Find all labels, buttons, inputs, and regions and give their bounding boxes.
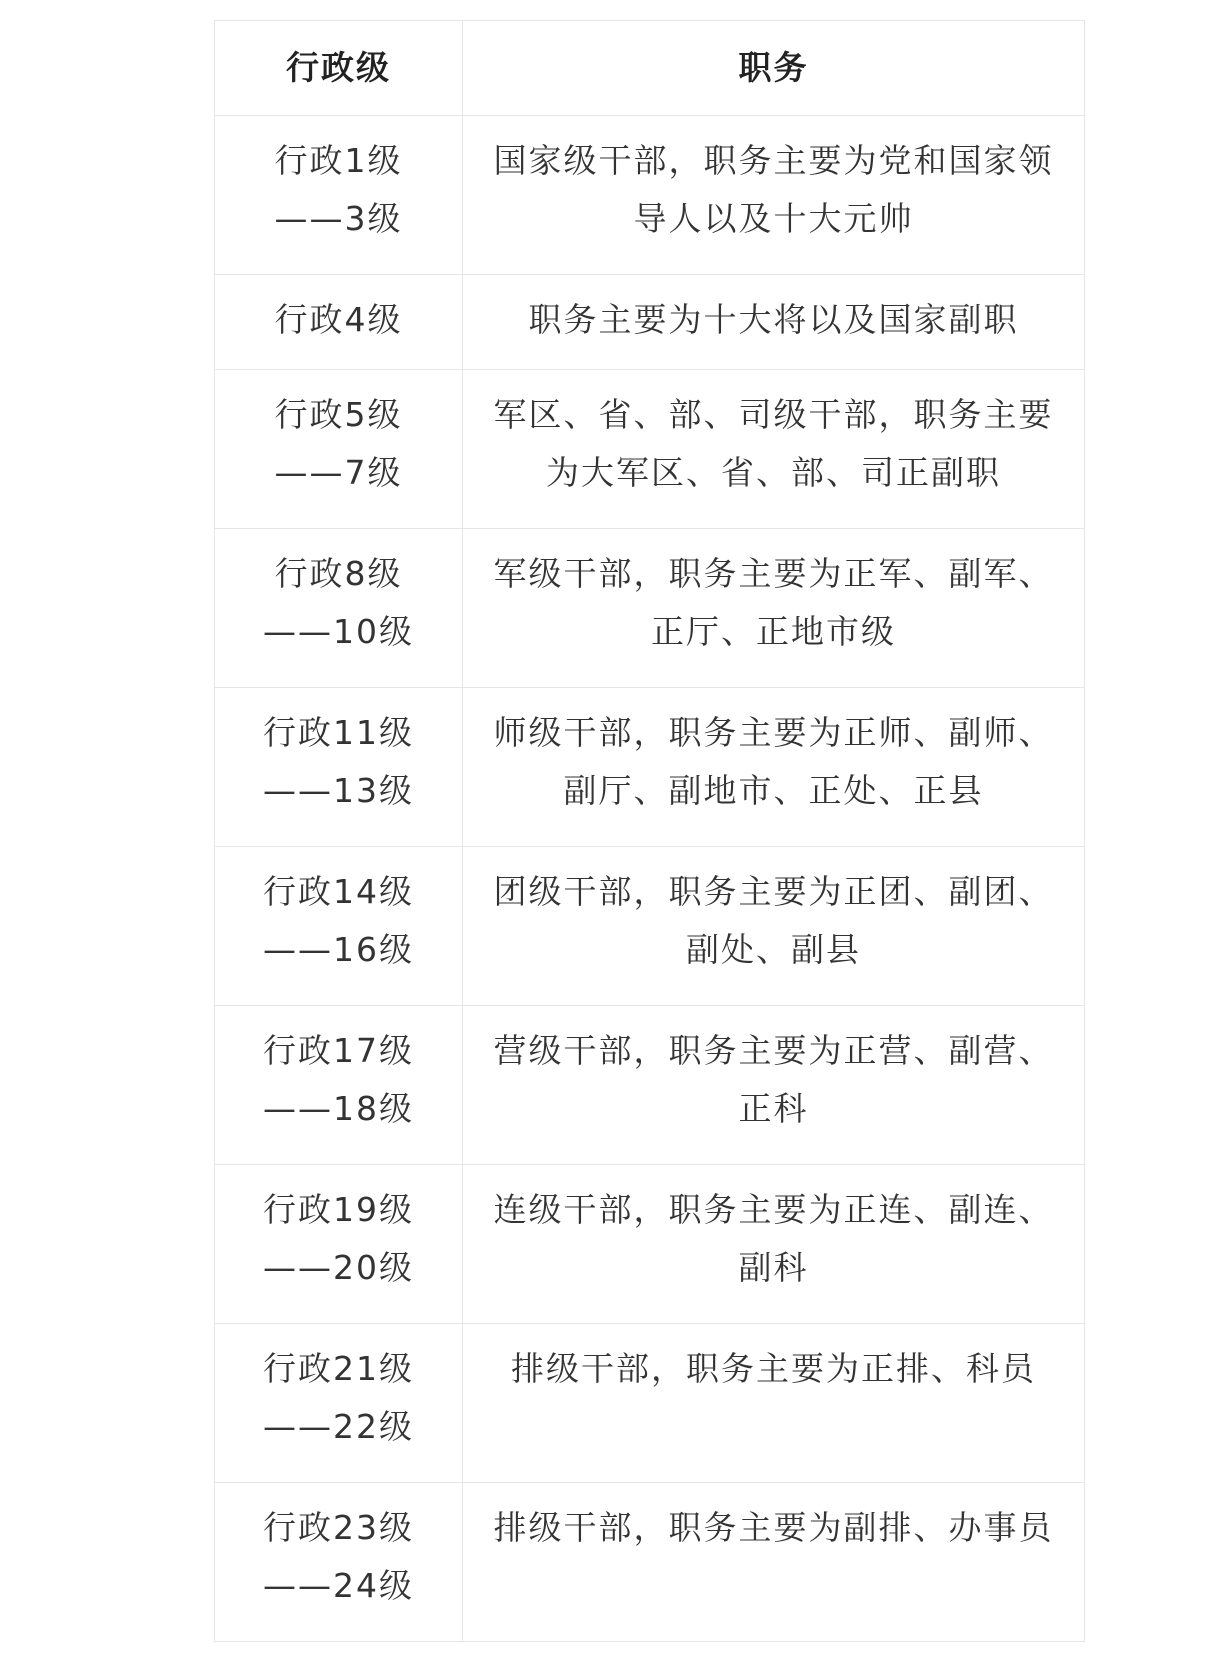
rank-table [214,20,1085,1642]
level-cell [215,1483,463,1642]
level-line: ——24级 [263,1566,414,1605]
level-line: ——10级 [263,612,414,651]
duty-cell: 排级干部，职务主要为正排、科员 [463,1324,1085,1483]
duty-cell: 国家级干部，职务主要为党和国家领导人以及十大元帅 [463,116,1085,275]
level-line: ——20级 [263,1248,414,1287]
duty-cell: 排级干部，职务主要为副排、办事员 [463,1483,1085,1642]
duty-cell: 营级干部，职务主要为正营、副营、正科 [463,1006,1085,1165]
table-row [215,1483,1085,1642]
level-line: 行政21级 [263,1349,414,1388]
level-cell [215,847,463,1006]
level-line: 行政11级 [263,713,414,752]
table-row [215,1324,1085,1483]
level-cell [215,529,463,688]
header-duty: 职务 [463,21,1085,116]
level-cell [215,370,463,529]
level-cell [215,116,463,275]
level-line: 行政23级 [263,1508,414,1547]
table-row [215,370,1085,529]
duty-cell: 师级干部，职务主要为正师、副师、副厅、副地市、正处、正县 [463,688,1085,847]
table-row [215,1165,1085,1324]
table-row [215,529,1085,688]
level-line: 行政17级 [263,1031,414,1070]
level-line: 行政5级 [274,395,403,434]
duty-cell: 军级干部，职务主要为正军、副军、正厅、正地市级 [463,529,1085,688]
level-cell [215,688,463,847]
table-row [215,116,1085,275]
level-line: 行政14级 [263,872,414,911]
table-row [215,1006,1085,1165]
duty-cell: 连级干部，职务主要为正连、副连、副科 [463,1165,1085,1324]
level-cell [215,1006,463,1165]
level-line: ——3级 [274,199,403,238]
table-row [215,847,1085,1006]
table-header-row [215,21,1085,116]
level-line: ——7级 [274,453,403,492]
duty-cell: 团级干部，职务主要为正团、副团、副处、副县 [463,847,1085,1006]
duty-cell: 军区、省、部、司级干部，职务主要为大军区、省、部、司正副职 [463,370,1085,529]
level-line: 行政8级 [274,554,403,593]
level-line: ——18级 [263,1089,414,1128]
level-cell [215,1324,463,1483]
table-row [215,688,1085,847]
level-cell [215,1165,463,1324]
level-cell [215,275,463,370]
table-row [215,275,1085,370]
header-level: 行政级 [215,21,463,116]
level-line: ——16级 [263,930,414,969]
level-line: 行政1级 [274,141,403,180]
rank-table-container [214,20,1084,1642]
level-line: ——22级 [263,1407,414,1446]
level-line: ——13级 [263,771,414,810]
level-line: 行政4级 [274,300,403,339]
level-line: 行政19级 [263,1190,414,1229]
duty-cell: 职务主要为十大将以及国家副职 [463,275,1085,370]
